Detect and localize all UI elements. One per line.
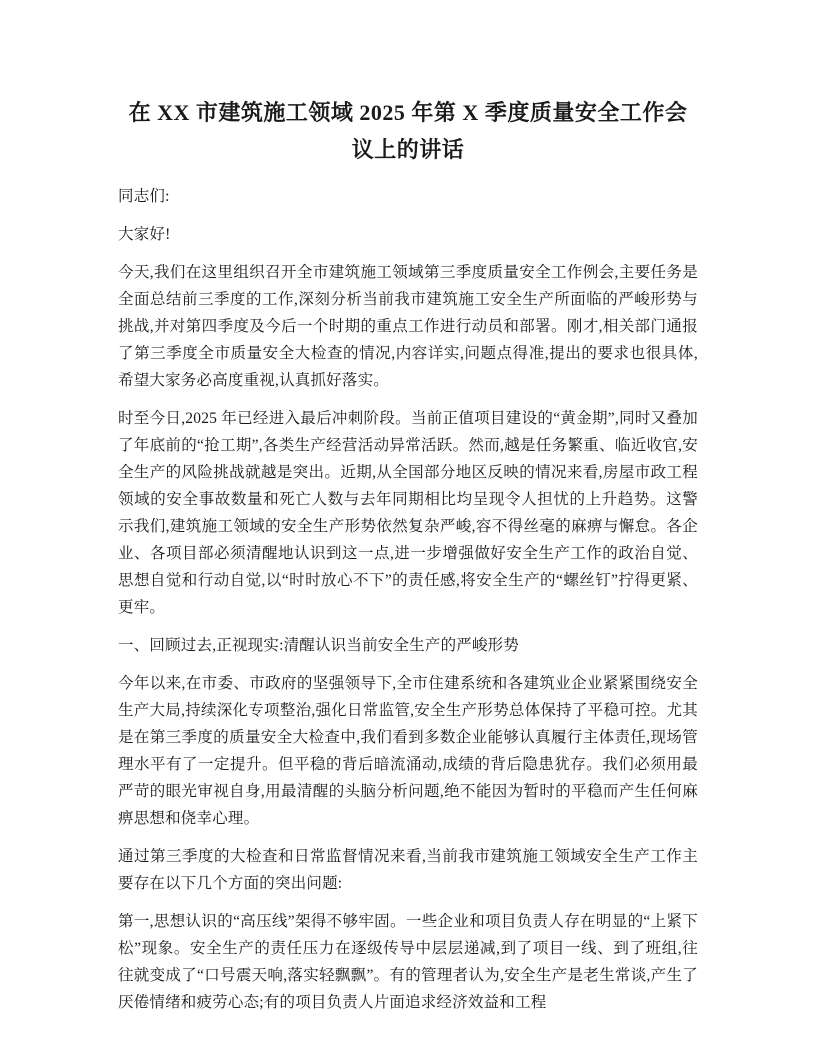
paragraph-problems-intro: 通过第三季度的大检查和日常监督情况来看,当前我市建筑施工领域安全生产工作主要存在以下几个方面的突出问题: (118, 848, 698, 892)
paragraph-greeting: 大家好! (118, 226, 171, 243)
paragraph-review: 今年以来,在市委、市政府的坚强领导下,全市住建系统和各建筑业企业紧紧围绕安全生产大局,持续深化专项整治,强化日常监管,安全生产形势总体保持了平稳可控。尤其是在第三季度的质量安全大检查中,我们看到多数企业能够认真履行主体责任,现场管理水平有了一定提升。但平稳的背后暗流涌动,成绩的背后隐患犹存。我们必须用最严苛的眼光审视自身,用最清醒的头脑分析问题,绝不能因为暂时的平稳而产生任何麻痹思想和侥幸心理。 (118, 675, 698, 827)
paragraph-problem-first: 第一,思想认识的“高压线”架得不够牢固。一些企业和项目负责人存在明显的“上紧下松”现象。安全生产的责任压力在逐级传导中层层递减,到了项目一线、到了班组,往往就变成了“口号震天响,落实轻飘飘”。有的管理者认为,安全生产是老生常谈,产生了厌倦情绪和疲劳心态;有的项目负责人片面追求经济效益和工程 (118, 913, 698, 1011)
document-title: 在 XX 市建筑施工领域 2025 年第 X 季度质量安全工作会议上的讲话 (128, 100, 688, 162)
paragraph-situation: 时至今日,2025 年已经进入最后冲刺阶段。当前正值项目建设的“黄金期”,同时又叠加了年底前的“抢工期”,各类生产经营活动异常活跃。然而,越是任务繁重、临近收官,安全生产的风险挑战就越是突出。近期,从全国部分地区反映的情况来看,房屋市政工程领域的安全事故数量和死亡人数与去年同期相比均呈现令人担忧的上升趋势。这警示我们,建筑施工领域的安全生产形势依然复杂严峻,容不得丝毫的麻痹与懈怠。各企业、各项目部必须清醒地认识到这一点,进一步增强做好安全生产工作的政治自觉、思想自觉和行动自觉,以“时时放心不下”的责任感,将安全生产的“螺丝钉”拧得更紧、更牢。 (118, 410, 698, 616)
section-heading-1: 一、回顾过去,正视现实:清醒认识当前安全生产的严峻形势 (118, 637, 520, 654)
paragraph-opening: 今天,我们在这里组织召开全市建筑施工领域第三季度质量安全工作例会,主要任务是全面总结前三季度的工作,深刻分析当前我市建筑施工安全生产所面临的严峻形势与挑战,并对第四季度及今后一个时期的重点工作进行动员和部署。刚才,相关部门通报了第三季度全市质量安全大检查的情况,内容详实,问题点得准,提出的要求也很具体,希望大家务必高度重视,认真抓好落实。 (118, 264, 698, 389)
paragraph-salutation: 同志们: (118, 188, 170, 205)
